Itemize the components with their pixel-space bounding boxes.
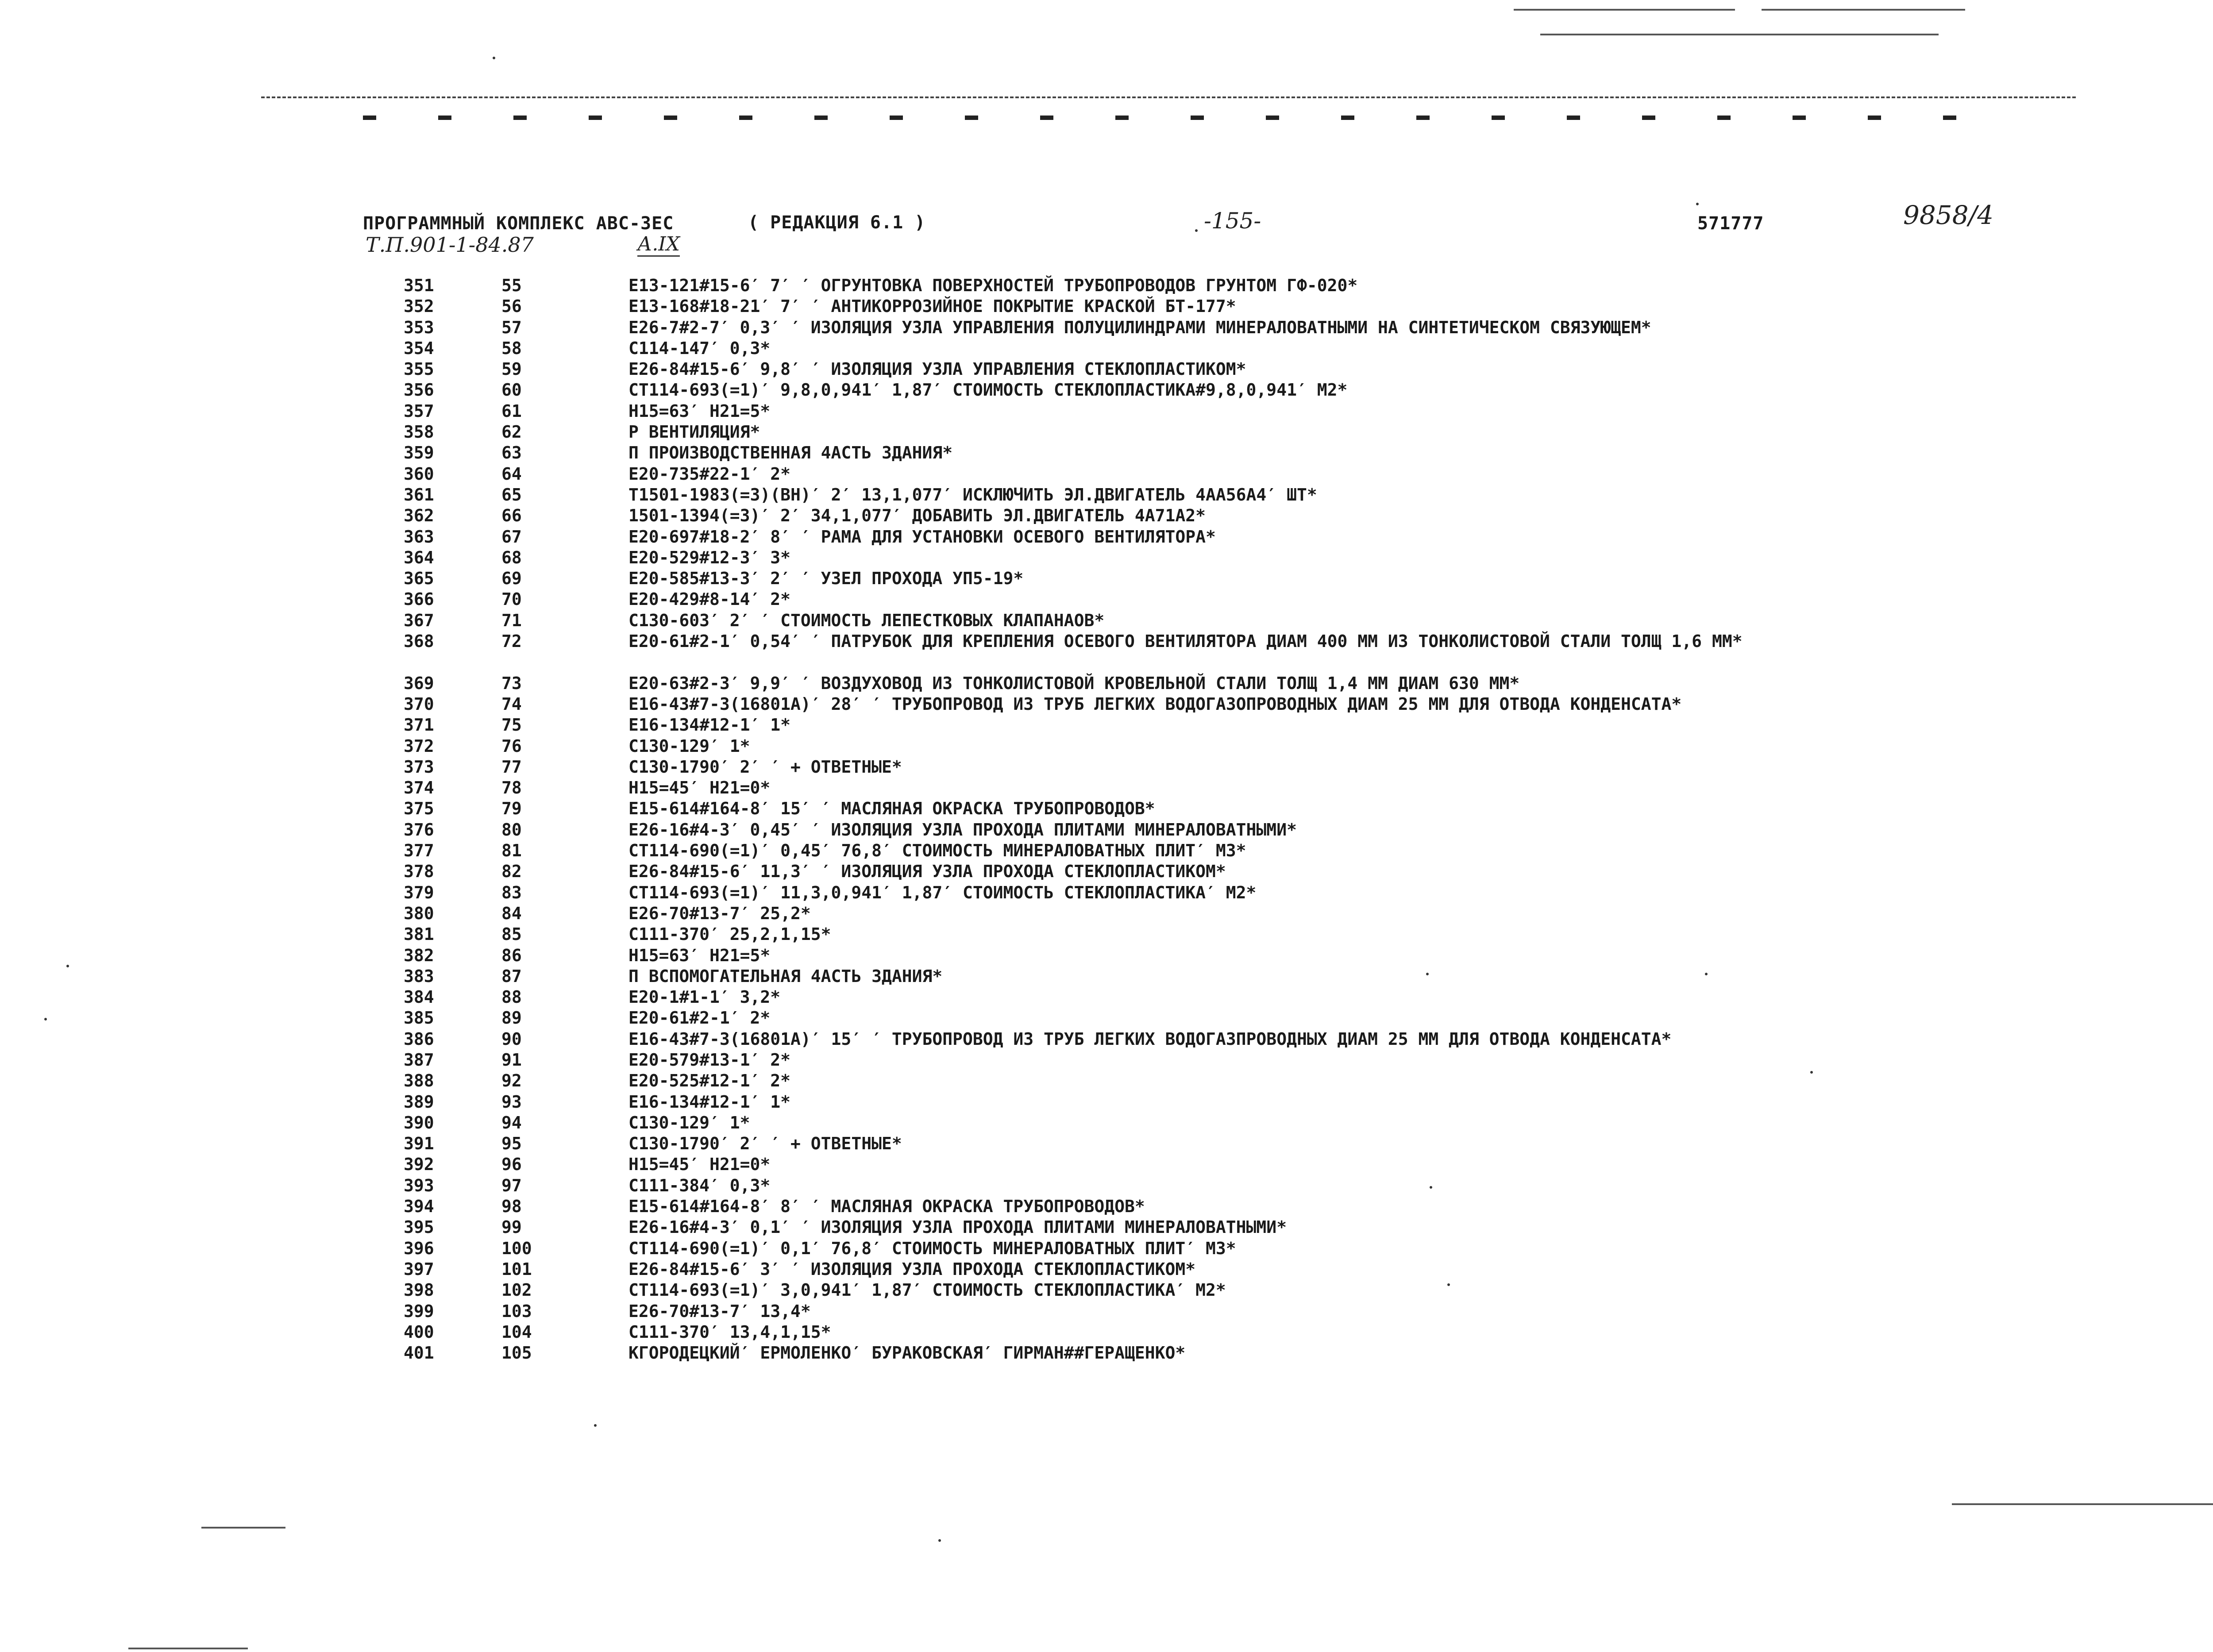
listing-row xyxy=(0,1175,2213,1196)
record-text: Е16-43#7-3(16801А)′ 28′ ′ ТРУБОПРОВОД ИЗ ТРУБ ЛЕГКИХ ВОДОГАЗОПРОВОДНЫХ ДИАМ 25 ММ ДЛЯ ОТВОДА КОНДЕНСАТА* xyxy=(628,694,1682,714)
record-number: 75 xyxy=(501,715,522,735)
record-number: 67 xyxy=(501,527,522,547)
record-text: 1501-1394(=3)′ 2′ 34,1,077′ ДОБАВИТЬ ЭЛ.ДВИГАТЕЛЬ 4А71А2* xyxy=(628,506,1206,526)
line-number: 379 xyxy=(404,882,434,902)
record-number: 68 xyxy=(501,547,522,567)
line-number: 389 xyxy=(404,1092,434,1112)
record-number: 84 xyxy=(501,903,522,923)
line-number: 388 xyxy=(404,1071,434,1091)
listing-row xyxy=(0,1217,2213,1238)
line-number: 381 xyxy=(404,924,434,944)
listing-row xyxy=(0,275,2213,296)
line-number: 393 xyxy=(404,1175,434,1195)
listing-row xyxy=(0,1259,2213,1280)
line-number: 366 xyxy=(404,589,434,609)
record-number: 98 xyxy=(501,1197,522,1217)
line-number: 387 xyxy=(404,1050,434,1070)
record-text: С130-603′ 2′ ′ СТОИМОСТЬ ЛЕПЕСТКОВЫХ КЛАПАНАОВ* xyxy=(628,610,1105,630)
record-number: 69 xyxy=(501,569,522,589)
record-number: 104 xyxy=(501,1322,532,1342)
listing-row xyxy=(0,1301,2213,1322)
scan-line-bottom-right xyxy=(1952,1503,2213,1505)
line-number: 353 xyxy=(404,317,434,337)
record-number: 73 xyxy=(501,673,522,693)
record-number: 97 xyxy=(501,1175,522,1195)
listing-row xyxy=(0,715,2213,736)
line-number: 371 xyxy=(404,715,434,735)
line-number: 384 xyxy=(404,987,434,1007)
scan-speck xyxy=(493,57,495,59)
record-number: 79 xyxy=(501,799,522,819)
record-number: 70 xyxy=(501,589,522,609)
record-text: СТ114-693(=1)′ 9,8,0,941′ 1,87′ СТОИМОСТЬ СТЕКЛОПЛАСТИКА#9,8,0,941′ М2* xyxy=(628,380,1348,400)
record-text: Е20-1#1-1′ 3,2* xyxy=(628,987,781,1007)
line-number: 375 xyxy=(404,799,434,819)
record-text: С130-1790′ 2′ ′ + ОТВЕТНЫЕ* xyxy=(628,757,902,777)
record-number: 63 xyxy=(501,443,522,463)
listing-row xyxy=(0,443,2213,463)
record-text: С111-370′ 25,2,1,15* xyxy=(628,924,831,944)
listing-row xyxy=(0,568,2213,589)
line-number: 370 xyxy=(404,694,434,714)
record-text: Е13-168#18-21′ 7′ ′ АНТИКОРРОЗИЙНОЕ ПОКРЫТИЕ КРАСКОЙ БТ-177* xyxy=(628,297,1236,316)
listing-row xyxy=(0,338,2213,359)
document-code: 571777 xyxy=(1697,213,1764,234)
scan-line-top-right-2 xyxy=(1762,9,1965,11)
line-number: 367 xyxy=(404,610,434,630)
record-number: 101 xyxy=(501,1259,532,1279)
record-number: 95 xyxy=(501,1134,522,1154)
listing-row xyxy=(0,505,2213,526)
record-text: Е20-735#22-1′ 2* xyxy=(628,464,791,484)
listing-row xyxy=(0,631,2213,673)
line-number: 380 xyxy=(404,903,434,923)
line-number: 400 xyxy=(404,1322,434,1342)
record-number: 55 xyxy=(501,276,522,295)
record-number: 58 xyxy=(501,338,522,358)
program-title: ПРОГРАММНЫЙ КОМПЛЕКС АВС-ЗЕС xyxy=(363,213,674,234)
line-number: 361 xyxy=(404,485,434,504)
line-number: 359 xyxy=(404,443,434,463)
listing-row xyxy=(0,820,2213,840)
listing-row xyxy=(0,296,2213,317)
record-text: Е26-84#15-6′ 9,8′ ′ ИЗОЛЯЦИЯ УЗЛА УПРАВЛЕНИЯ СТЕКЛОПЛАСТИКОМ* xyxy=(628,359,1246,379)
record-text: Е20-429#8-14′ 2* xyxy=(628,589,791,609)
record-number: 72 xyxy=(501,632,522,651)
record-text: С114-147′ 0,3* xyxy=(628,338,771,358)
record-number: 81 xyxy=(501,841,522,861)
listing-row xyxy=(0,673,2213,694)
listing-row xyxy=(0,1113,2213,1133)
line-number: 355 xyxy=(404,359,434,379)
record-text: СТ114-693(=1)′ 11,3,0,941′ 1,87′ СТОИМОСТЬ СТЕКЛОПЛАСТИКА′ М2* xyxy=(628,882,1257,902)
record-number: 62 xyxy=(501,422,522,442)
record-text: Е20-61#2-1′ 2* xyxy=(628,1008,771,1028)
record-text: Е26-70#13-7′ 13,4* xyxy=(628,1301,811,1321)
scan-speck xyxy=(1696,203,1699,205)
scan-speck xyxy=(594,1424,597,1427)
listing-row xyxy=(0,966,2213,987)
line-number: 394 xyxy=(404,1197,434,1217)
corner-handwritten-note: 9858/4 xyxy=(1903,200,1994,230)
listing-row xyxy=(0,1050,2213,1071)
listing-row xyxy=(0,1238,2213,1259)
record-number: 76 xyxy=(501,736,522,756)
record-number: 92 xyxy=(501,1071,522,1091)
record-text: Е20-61#2-1′ 0,54′ ′ ПАТРУБОК ДЛЯ КРЕПЛЕНИЯ ОСЕВОГО ВЕНТИЛЯТОРА ДИАМ 400 ММ ИЗ ТОНКОЛИСТОВОЙ СТАЛИ ТОЛЩ 1,6 ММ* xyxy=(628,632,1743,651)
line-number: 362 xyxy=(404,506,434,526)
record-text: Е26-16#4-3′ 0,1′ ′ ИЗОЛЯЦИЯ УЗЛА ПРОХОДА ПЛИТАМИ МИНЕРАЛОВАТНЫМИ* xyxy=(628,1217,1287,1237)
record-text: П ВСПОМОГАТЕЛЬНАЯ 4АСТЬ ЗДАНИЯ* xyxy=(628,966,943,986)
record-number: 105 xyxy=(501,1343,532,1363)
record-number: 100 xyxy=(501,1238,532,1258)
listing-row xyxy=(0,401,2213,422)
scan-line-bottom-left-2 xyxy=(128,1648,248,1649)
record-text: С130-1790′ 2′ ′ + ОТВЕТНЫЕ* xyxy=(628,1134,902,1154)
record-number: 88 xyxy=(501,987,522,1007)
listing-row xyxy=(0,924,2213,945)
line-number: 364 xyxy=(404,547,434,567)
record-text: С111-384′ 0,3* xyxy=(628,1175,771,1195)
record-number: 103 xyxy=(501,1301,532,1321)
listing-row xyxy=(0,422,2213,443)
listing-row xyxy=(0,1343,2213,1363)
listing-row xyxy=(0,987,2213,1008)
record-number: 71 xyxy=(501,610,522,630)
listing-row xyxy=(0,1280,2213,1301)
record-number: 66 xyxy=(501,506,522,526)
record-text: Н15=45′ Н21=0* xyxy=(628,778,771,798)
record-number: 61 xyxy=(501,401,522,421)
line-number: 352 xyxy=(404,297,434,316)
record-text: Е20-579#13-1′ 2* xyxy=(628,1050,791,1070)
listing-row xyxy=(0,694,2213,715)
listing-row xyxy=(0,317,2213,338)
listing-row xyxy=(0,861,2213,882)
listing-row xyxy=(0,589,2213,610)
record-text: Н15=45′ Н21=0* xyxy=(628,1155,771,1174)
listing-row xyxy=(0,527,2213,547)
record-number: 85 xyxy=(501,924,522,944)
listing-row xyxy=(0,757,2213,778)
record-text: Е26-84#15-6′ 11,3′ ′ ИЗОЛЯЦИЯ УЗЛА ПРОХОДА СТЕКЛОПЛАСТИКОМ* xyxy=(628,862,1226,882)
perforation-dashed-line xyxy=(261,96,2076,98)
listing-row xyxy=(0,464,2213,485)
line-number: 391 xyxy=(404,1134,434,1154)
line-number: 365 xyxy=(404,569,434,589)
record-text: Е26-7#2-7′ 0,3′ ′ ИЗОЛЯЦИЯ УЗЛА УПРАВЛЕНИЯ ПОЛУЦИЛИНДРАМИ МИНЕРАЛОВАТНЫМИ НА СИНТЕТИЧЕСКОМ СВЯЗУЮЩЕМ* xyxy=(628,317,1651,337)
line-number: 372 xyxy=(404,736,434,756)
record-text: П ПРОИЗВОДСТВЕННАЯ 4АСТЬ ЗДАНИЯ* xyxy=(628,443,953,463)
record-number: 60 xyxy=(501,380,522,400)
record-text: Е16-43#7-3(16801А)′ 15′ ′ ТРУБОПРОВОД ИЗ ТРУБ ЛЕГКИХ ВОДОГАЗПРОВОДНЫХ ДИАМ 25 ММ ДЛЯ ОТВОДА КОНДЕНСАТА* xyxy=(628,1029,1672,1049)
listing-row xyxy=(0,945,2213,966)
line-number: 360 xyxy=(404,464,434,484)
record-number: 91 xyxy=(501,1050,522,1070)
record-text: Е16-134#12-1′ 1* xyxy=(628,1092,791,1112)
record-number: 59 xyxy=(501,359,522,379)
perforation-marks xyxy=(363,113,1956,122)
record-text: КГОРОДЕЦКИЙ′ ЕРМОЛЕНКО′ БУРАКОВСКАЯ′ ГИРМАН##ГЕРАЩЕНКО* xyxy=(628,1343,1186,1363)
record-text: Е26-70#13-7′ 25,2* xyxy=(628,903,811,923)
record-text: С111-370′ 13,4,1,15* xyxy=(628,1322,831,1342)
listing-row xyxy=(0,798,2213,819)
record-number: 56 xyxy=(501,297,522,316)
album-number: А.IX xyxy=(637,233,680,257)
line-number: 399 xyxy=(404,1301,434,1321)
record-number: 90 xyxy=(501,1029,522,1049)
line-number: 351 xyxy=(404,276,434,295)
line-number: 363 xyxy=(404,527,434,547)
line-number: 395 xyxy=(404,1217,434,1237)
record-number: 57 xyxy=(501,317,522,337)
listing-row xyxy=(0,1092,2213,1113)
record-number: 94 xyxy=(501,1113,522,1132)
record-text: Е26-16#4-3′ 0,45′ ′ ИЗОЛЯЦИЯ УЗЛА ПРОХОДА ПЛИТАМИ МИНЕРАЛОВАТНЫМИ* xyxy=(628,820,1297,839)
listing-row xyxy=(0,903,2213,924)
record-text: С130-129′ 1* xyxy=(628,1113,750,1132)
line-number: 354 xyxy=(404,338,434,358)
line-number: 376 xyxy=(404,820,434,839)
line-number: 386 xyxy=(404,1029,434,1049)
record-number: 93 xyxy=(501,1092,522,1112)
record-text: Е13-121#15-6′ 7′ ′ ОГРУНТОВКА ПОВЕРХНОСТЕЙ ТРУБОПРОВОДОВ ГРУНТОМ ГФ-020* xyxy=(628,276,1358,295)
record-text: Р ВЕНТИЛЯЦИЯ* xyxy=(628,422,760,442)
listing-row xyxy=(0,1154,2213,1175)
record-text: Е20-697#18-2′ 8′ ′ РАМА ДЛЯ УСТАНОВКИ ОСЕВОГО ВЕНТИЛЯТОРА* xyxy=(628,527,1216,547)
edition-label: ( РЕДАКЦИЯ 6.1 ) xyxy=(748,212,926,233)
record-number: 80 xyxy=(501,820,522,839)
scan-speck xyxy=(938,1539,941,1542)
line-number: 383 xyxy=(404,966,434,986)
listing-table xyxy=(0,275,2213,1363)
record-text: Е20-525#12-1′ 2* xyxy=(628,1071,791,1091)
listing-row xyxy=(0,547,2213,568)
scan-speck xyxy=(1195,229,1198,232)
record-text: СТ114-690(=1)′ 0,1′ 76,8′ СТОИМОСТЬ МИНЕРАЛОВАТНЫХ ПЛИТ′ М3* xyxy=(628,1238,1236,1258)
scan-line-bottom-left xyxy=(201,1527,285,1529)
listing-row xyxy=(0,1196,2213,1217)
page-number: -155- xyxy=(1204,208,1261,234)
line-number: 398 xyxy=(404,1280,434,1300)
line-number: 382 xyxy=(404,945,434,965)
line-number: 358 xyxy=(404,422,434,442)
line-number: 397 xyxy=(404,1259,434,1279)
listing-row xyxy=(0,736,2213,757)
project-number: Т.П.901-1-84.87 xyxy=(366,233,534,257)
record-text: С130-129′ 1* xyxy=(628,736,750,756)
record-text: Т1501-1983(=3)(ВН)′ 2′ 13,1,077′ ИСКЛЮЧИТЬ ЭЛ.ДВИГАТЕЛЬ 4АА56А4′ ШТ* xyxy=(628,485,1317,504)
listing-row xyxy=(0,610,2213,631)
scan-line-top-right-3 xyxy=(1540,34,1939,35)
listing-row xyxy=(0,485,2213,505)
line-number: 390 xyxy=(404,1113,434,1132)
record-number: 96 xyxy=(501,1155,522,1174)
line-number: 396 xyxy=(404,1238,434,1258)
line-number: 378 xyxy=(404,862,434,882)
line-number: 369 xyxy=(404,673,434,693)
line-number: 385 xyxy=(404,1008,434,1028)
record-text: Е15-614#164-8′ 8′ ′ МАСЛЯНАЯ ОКРАСКА ТРУБОПРОВОДОВ* xyxy=(628,1197,1145,1217)
line-number: 357 xyxy=(404,401,434,421)
listing-row xyxy=(0,359,2213,380)
listing-row xyxy=(0,1008,2213,1028)
line-number: 374 xyxy=(404,778,434,798)
record-number: 82 xyxy=(501,862,522,882)
record-text: СТ114-690(=1)′ 0,45′ 76,8′ СТОИМОСТЬ МИНЕРАЛОВАТНЫХ ПЛИТ′ М3* xyxy=(628,841,1246,861)
line-number: 368 xyxy=(404,632,434,651)
line-number: 377 xyxy=(404,841,434,861)
listing-row xyxy=(0,380,2213,400)
scan-line-top-right xyxy=(1514,9,1735,11)
record-number: 74 xyxy=(501,694,522,714)
record-number: 102 xyxy=(501,1280,532,1300)
record-number: 65 xyxy=(501,485,522,504)
record-text: Е20-63#2-3′ 9,9′ ′ ВОЗДУХОВОД ИЗ ТОНКОЛИСТОВОЙ КРОВЕЛЬНОЙ СТАЛИ ТОЛЩ 1,4 ММ ДИАМ 630 ММ* xyxy=(628,673,1520,693)
record-number: 64 xyxy=(501,464,522,484)
record-number: 86 xyxy=(501,945,522,965)
record-text: Е20-585#13-3′ 2′ ′ УЗЕЛ ПРОХОДА УП5-19* xyxy=(628,569,1024,589)
listing-row xyxy=(0,1071,2213,1091)
record-text: СТ114-693(=1)′ 3,0,941′ 1,87′ СТОИМОСТЬ СТЕКЛОПЛАСТИКА′ М2* xyxy=(628,1280,1226,1300)
listing-row xyxy=(0,840,2213,861)
record-number: 89 xyxy=(501,1008,522,1028)
record-text: Е15-614#164-8′ 15′ ′ МАСЛЯНАЯ ОКРАСКА ТРУБОПРОВОДОВ* xyxy=(628,799,1155,819)
line-number: 373 xyxy=(404,757,434,777)
record-text: Е26-84#15-6′ 3′ ′ ИЗОЛЯЦИЯ УЗЛА ПРОХОДА СТЕКЛОПЛАСТИКОМ* xyxy=(628,1259,1196,1279)
record-text: Е16-134#12-1′ 1* xyxy=(628,715,791,735)
record-number: 78 xyxy=(501,778,522,798)
line-number: 356 xyxy=(404,380,434,400)
record-number: 83 xyxy=(501,882,522,902)
record-number: 77 xyxy=(501,757,522,777)
listing-row xyxy=(0,1029,2213,1050)
listing-row xyxy=(0,1133,2213,1154)
line-number: 401 xyxy=(404,1343,434,1363)
record-text: Е20-529#12-3′ 3* xyxy=(628,547,791,567)
listing-row xyxy=(0,1322,2213,1343)
record-text: Н15=63′ Н21=5* xyxy=(628,945,771,965)
listing-row xyxy=(0,778,2213,798)
record-number: 99 xyxy=(501,1217,522,1237)
record-text: Н15=63′ Н21=5* xyxy=(628,401,771,421)
line-number: 392 xyxy=(404,1155,434,1174)
record-number: 87 xyxy=(501,966,522,986)
listing-row xyxy=(0,882,2213,903)
